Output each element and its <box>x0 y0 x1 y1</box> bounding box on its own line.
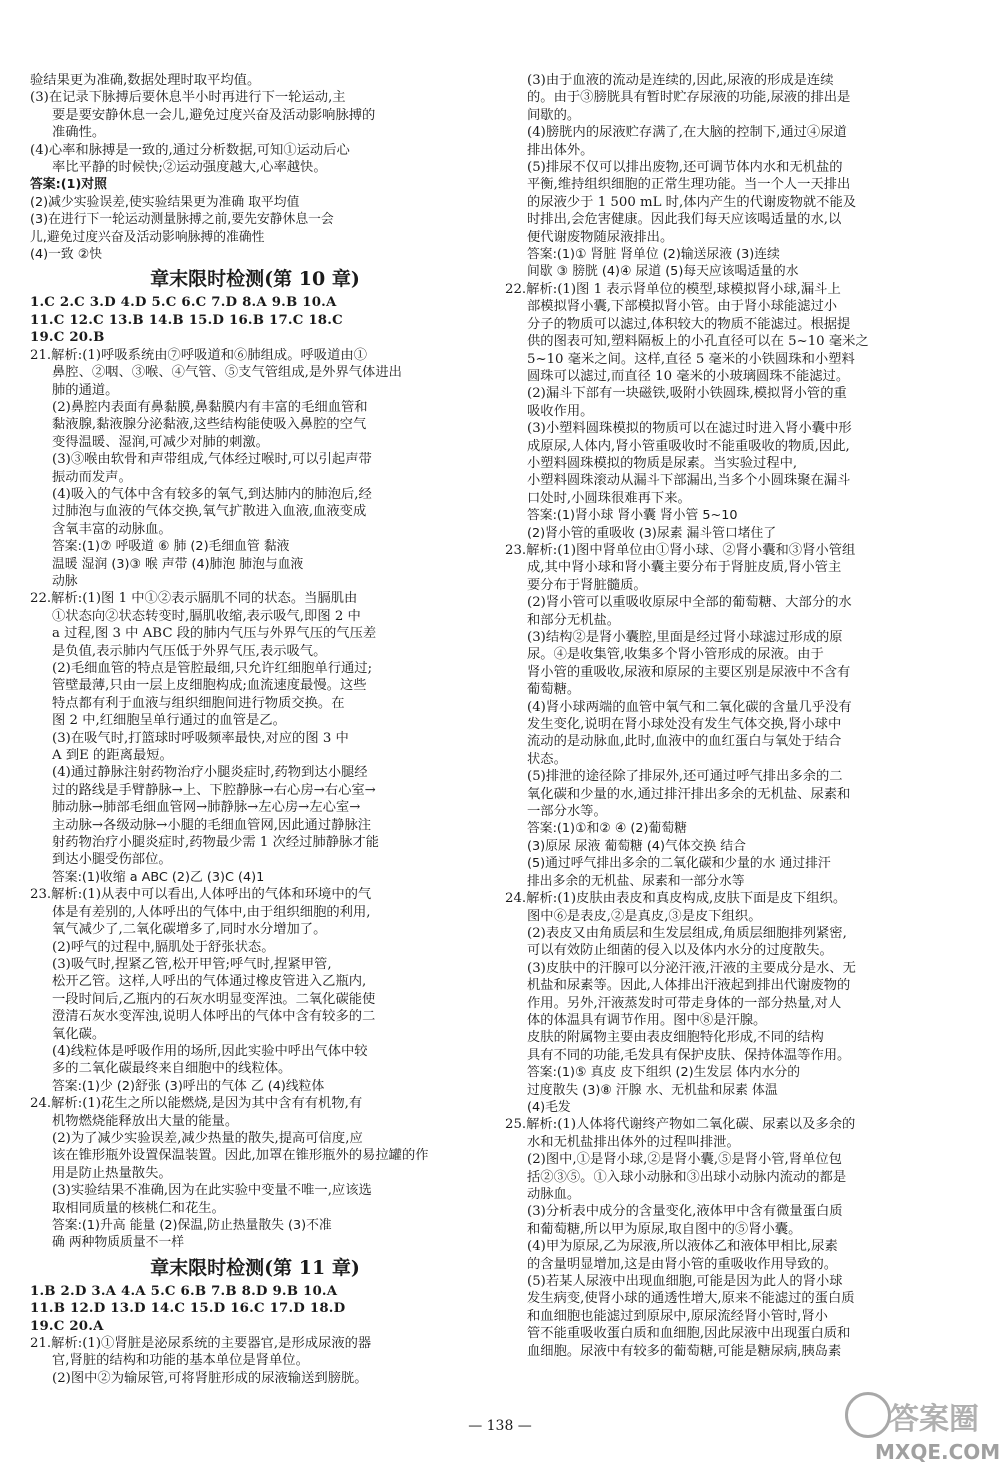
text-line: (4)线粒体是呼吸作用的场所,因此实验中呼出气体中较 <box>52 1043 368 1059</box>
text-line: (3)由于血液的流动是连续的,因此,尿液的形成是连续 <box>527 73 834 88</box>
answer-line: 温暖 湿润 (3)③ 喉 声带 (4)肺泡 肺泡与血液 <box>52 556 304 572</box>
mc-answers: 19.C 20.B <box>30 330 105 346</box>
answer-line: 答案:(1)升高 能量 (2)保温,防止热量散失 (3)不准 <box>52 1218 332 1233</box>
text-line: 一部分水等。 <box>527 804 607 820</box>
text-line: 肺动脉→肺部毛细血管网→肺静脉→左心房→左心室→ <box>52 800 361 816</box>
text-line: 供的图表可知,塑料隔板上的小孔直径可以在 5~10 毫米之 <box>527 334 869 350</box>
text-line: 过肺泡与血液的气体交换,氧气扩散进入血液,血液变成 <box>52 504 367 520</box>
text-line: (3)小塑料圆珠模拟的物质可以在滤过时进入肾小囊中形 <box>527 421 852 437</box>
text-line: 过的路线是手臂静脉→上、下腔静脉→右心房→右心室→ <box>52 782 376 798</box>
text-line: 要分布于肾脏髓质。 <box>527 577 647 593</box>
text-line: 24.解析:(1)皮肤由表皮和真皮构成,皮肤下面是皮下组织。 <box>505 891 847 907</box>
text-line: 到达小腿受伤部位。 <box>52 852 172 868</box>
text-line: 水和无机盐排出体外的过程叫排泄。 <box>527 1134 740 1150</box>
text-line: 间歇的。 <box>527 107 581 123</box>
text-line: 主动脉→各级动脉→小腿的毛细血管网,因此通过静脉注 <box>52 817 372 833</box>
text-line: 24.解析:(1)花生之所以能燃烧,是因为其中含有有机物,有 <box>30 1096 363 1112</box>
answer-line: 答案:(1)⑤ 真皮 皮下组织 (2)生发层 体内水分的 <box>527 1065 801 1081</box>
text-line: 的。由于③膀胱具有暂时贮存尿液的功能,尿液的排出是 <box>527 90 851 106</box>
text-line: 发生病变,使肾小球的通透性增大,原来不能滤过的蛋白质 <box>527 1291 855 1307</box>
text-line: (2)图中,①是肾小球,②是肾小囊,⑤是肾小管,肾单位包 <box>527 1152 842 1168</box>
text-line: 和部分无机盐。 <box>527 612 621 628</box>
text-line: 氧化碳和少量的水,通过排汗排出多余的无机盐、尿素和 <box>527 786 851 802</box>
text-line: (3)吸气时,捏紧乙管,松开甲管;呼气时,捏紧甲管, <box>52 956 332 972</box>
answer-line: 答案:(1)肾小球 肾小囊 肾小管 5~10 <box>527 508 738 524</box>
text-line: 黏液腺,黏液腺分泌黏液,这些结构能使吸入鼻腔的空气 <box>52 417 367 433</box>
mc-answers: 1.B 2.D 3.A 4.A 5.C 6.B 7.B 8.D 9.B 10.A <box>30 1283 338 1299</box>
text-line: (4)甲为原尿,乙为尿液,所以液体乙和液体甲相比,尿素 <box>527 1239 838 1255</box>
answer-line: (3)在进行下一轮运动测量脉搏之前,要先安静休息一会 <box>30 212 334 228</box>
section-heading-ch10: 章末限时检测(第 10 章) <box>150 268 360 291</box>
text-line: 口处时,小圆珠很难再下来。 <box>527 490 691 506</box>
text-line: (3)③喉由软骨和声带组成,气体经过喉时,可以引起声带 <box>52 452 372 468</box>
answer-line: 过度散失 (3)⑧ 汗腺 水、无机盐和尿素 体温 <box>527 1082 778 1098</box>
text-line: 是负值,表示肺内气压低于外界气压,表示吸气。 <box>52 643 327 659</box>
text-line: 时排出,会危害健康。因此我们每天应该喝适量的水,以 <box>527 212 842 228</box>
section-heading-ch11: 章末限时检测(第 11 章) <box>150 1256 360 1279</box>
answer-line: 答案:(1)收缩 a ABC (2)乙 (3)C (4)1 <box>52 869 265 885</box>
text-line: (3)在记录下脉搏后要休息半小时再进行下一轮运动,主 <box>30 90 346 106</box>
answer-line: (2)减少实验误差,使实验结果更为准确 取平均值 <box>30 194 300 210</box>
text-line: 鼻腔、②咽、③喉、④气管、⑤支气管组成,是外界气体进出 <box>52 365 402 381</box>
watermark <box>845 1392 1000 1467</box>
answer-line: 答案:(1)少 (2)舒张 (3)呼出的气体 乙 (4)线粒体 <box>52 1078 325 1094</box>
answer-line: (3)原尿 尿液 葡萄糖 (4)气体交换 结合 <box>527 838 746 854</box>
answer-line: 答案:(1)⑦ 呼吸道 ⑥ 肺 (2)毛细血管 黏液 <box>52 539 290 555</box>
answer-line: 答案:(1)① 肾脏 肾单位 (2)输送尿液 (3)连续 <box>527 247 780 263</box>
text-line: 21.解析:(1)①肾脏是泌尿系统的主要器官,是形成尿液的器 <box>30 1336 372 1352</box>
answer-line: 儿,避免过度兴奋及活动影响脉搏的准确性 <box>30 229 265 245</box>
mc-answers: 11.C 12.C 13.B 14.B 15.D 16.B 17.C 18.C <box>30 312 343 328</box>
text-line: 23.解析:(1)从表中可以看出,人体呼出的气体和环境中的气 <box>30 887 372 903</box>
text-line: 发生变化,说明在肾小球处没有发生气体交换,肾小球中 <box>527 717 842 733</box>
text-line: 振动而发声。 <box>52 469 132 485</box>
text-line: 22.解析:(1)图 1 中①②表示膈肌不同的状态。当膈肌由 <box>30 591 358 607</box>
answer-line: (5)通过呼气排出多余的二氧化碳和少量的水 通过排汗 <box>527 856 831 872</box>
watermark-url: MXQE.COM <box>875 1440 1000 1464</box>
text-line: (4)通过静脉注射药物治疗小腿炎症时,药物到达小腿经 <box>52 765 368 781</box>
text-line: 皮肤的附属物主要由表皮细胞特化形成,不同的结构 <box>527 1030 824 1046</box>
text-line: 体是有差别的,人体呼出的气体中,由于组织细胞的利用, <box>52 904 371 920</box>
text-line: 用是防止热量散失。 <box>52 1165 172 1181</box>
text-line: 准确性。 <box>52 125 106 141</box>
answer-line: 排出多余的无机盐、尿素和一部分水等 <box>527 873 745 889</box>
text-line: 流动的是动脉血,此时,血液中的血红蛋白与氧处于结合 <box>527 734 842 750</box>
text-line: (4)吸入的气体中含有较多的氧气,到达肺内的肺泡后,经 <box>52 486 372 502</box>
text-line: (4)心率和脉搏是一致的,通过分析数据,可知①运动后心 <box>30 142 350 158</box>
answer-line: 答案:(1)①和② ④ (2)葡萄糖 <box>527 821 687 837</box>
text-line: 5~10 毫米之间。这样,直径 5 毫米的小铁圆珠和小塑料 <box>527 351 855 367</box>
text-line: 澄清石灰水变浑浊,说明人体呼出的气体中含有较多的二 <box>52 1009 376 1025</box>
text-line: 取相同质量的核桃仁和花生。 <box>52 1200 225 1216</box>
text-line: a 过程,图 3 中 ABC 段的肺内气压与外界气压的气压差 <box>52 626 377 642</box>
answer-line: (4)一致 ②快 <box>30 247 103 263</box>
text-line: (2)毛细血管的特点是管腔最细,只允许红细胞单行通过; <box>52 661 373 676</box>
right-column <box>505 72 968 1360</box>
watermark-logo-text: 答案圈 <box>889 1402 979 1437</box>
text-line: (2)为了减少实验误差,减少热量的散失,提高可信度,应 <box>52 1130 363 1146</box>
answer-line: (4)毛发 <box>527 1099 571 1115</box>
text-line: (4)肾小球两端的血管中氧气和二氧化碳的含量几乎没有 <box>527 699 852 715</box>
text-line: 一段时间后,乙瓶内的石灰水明显变浑浊。二氧化碳能使 <box>52 991 376 1007</box>
text-line: A 到E 的距离最短。 <box>52 748 173 764</box>
text-line: (3)皮肤中的汗腺可以分泌汗液,汗液的主要成分是水、无 <box>527 960 856 976</box>
text-line: 该在锥形瓶外设置保温装置。因此,加罩在锥形瓶外的易拉罐的作 <box>52 1148 429 1164</box>
text-line: 便代谢废物随尿液排出。 <box>527 229 674 245</box>
text-line: (5)若某人尿液中出现血细胞,可能是因为此人的肾小球 <box>527 1274 843 1290</box>
text-line: (4)膀胱内的尿液贮存满了,在大脑的控制下,通过④尿道 <box>527 125 847 141</box>
text-line: 的含量明显增加,这是由肾小管的重吸收作用导致的。 <box>527 1256 838 1272</box>
text-line: (2)肾小管可以重吸收原尿中全部的葡萄糖、大部分的水 <box>527 595 852 611</box>
answer-line: 确 两种物质质量不一样 <box>52 1235 185 1251</box>
text-line: 验结果更为准确,数据处理时取平均值。 <box>30 73 261 88</box>
text-line: 吸收作用。 <box>527 403 594 419</box>
text-line: 括②③⑤。①入球小动脉和③出球小动脉内流动的都是 <box>527 1169 847 1185</box>
text-line: (2)图中②为输尿管,可将肾脏形成的尿液输送到膀胱。 <box>52 1370 368 1386</box>
text-line: 肺的通道。 <box>52 382 119 398</box>
text-line: 特点都有利于血液与组织细胞间进行物质交换。在 <box>52 695 345 711</box>
text-line: (3)在吸气时,打篮球时呼吸频率最快,对应的图 3 中 <box>52 730 349 746</box>
text-line: 圆珠可以滤过,而直径 10 毫米的小玻璃圆珠不能滤过。 <box>527 368 850 384</box>
text-line: (3)分析表中成分的含量变化,液体甲中含有微量蛋白质 <box>527 1204 843 1220</box>
text-line: 氧气减少了,二氧化碳增多了,同时水分增加了。 <box>52 922 327 938</box>
text-line: 和血细胞也能滤过到原尿中,原尿流经肾小管时,肾小 <box>527 1308 828 1324</box>
text-line: 分子的物质可以滤过,体积较大的物质不能滤过。根据提 <box>527 316 851 332</box>
mc-answers: 19.C 20.A <box>30 1318 104 1334</box>
mc-answers: 1.C 2.C 3.D 4.D 5.C 6.C 7.D 8.A 9.B 10.A <box>30 295 337 311</box>
text-line: ①状态向②状态转变时,膈肌收缩,表示吸气,即图 2 中 <box>52 608 361 624</box>
text-line: (5)排尿不仅可以排出废物,还可调节体内水和无机盐的 <box>527 160 843 176</box>
text-line: 松开乙管。这样,人呼出的气体通过橡皮管进入乙瓶内, <box>52 974 367 990</box>
text-line: (3)结构②是肾小囊腔,里面是经过肾小球滤过形成的原 <box>527 630 843 645</box>
text-line: 射药物治疗小腿炎症时,药物最少需 1 次经过肺静脉才能 <box>52 835 379 851</box>
text-line: 官,肾脏的结构和功能的基本单位是肾单位。 <box>52 1353 309 1369</box>
text-line: 变得温暖、湿润,可减少对肺的刺激。 <box>52 434 269 450</box>
text-line: 排出体外。 <box>527 142 594 158</box>
text-line: 部模拟肾小囊,下部模拟肾小管。由于肾小球能滤过小 <box>527 299 838 315</box>
text-line: 成,其中肾小球和肾小囊主要分布于肾脏皮质,肾小管主 <box>527 560 842 576</box>
text-line: (2)鼻腔内表面有鼻黏膜,鼻黏膜内有丰富的毛细血管和 <box>52 399 368 415</box>
text-line: 25.解析:(1)人体将代谢终产物如二氧化碳、尿素以及多余的 <box>505 1117 856 1133</box>
text-line: (3)实验结果不准确,因为在此实验中变量不唯一,应该选 <box>52 1183 372 1199</box>
text-line: 率比平静的时候快;②运动强度越大,心率越快。 <box>52 160 327 176</box>
text-line: 具有不同的功能,毛发具有保护皮肤、保持体温等作用。 <box>527 1047 851 1063</box>
answer-line: (2)肾小管的重吸收 (3)尿素 漏斗管口堵住了 <box>527 525 777 541</box>
text-line: 多的二氧化碳最终来自细胞中的线粒体。 <box>52 1061 292 1077</box>
text-line: (2)表皮又由角质层和生发层组成,角质层细胞排列紧密, <box>527 925 847 941</box>
text-line: 体的体温具有调节作用。图中⑧是汗腺。 <box>527 1012 767 1028</box>
text-line: 作用。另外,汗液蒸发时可带走身体的一部分热量,对人 <box>527 995 842 1011</box>
text-line: (5)排泄的途径除了排尿外,还可通过呼气排出多余的二 <box>527 769 843 785</box>
text-line: 氧化碳。 <box>52 1026 106 1042</box>
text-line: 图 2 中,红细胞呈单行通过的血管是乙。 <box>52 713 286 729</box>
text-line: 和葡萄糖,所以甲为原尿,取自图中的⑤肾小囊。 <box>527 1221 802 1237</box>
text-line: 的尿液少于 1 500 mL 时,体内产生的代谢废物就不能及 <box>527 194 857 210</box>
left-column <box>30 72 480 1387</box>
text-line: 管不能重吸收蛋白质和血细胞,因此尿液中出现蛋白质和 <box>527 1326 851 1342</box>
text-line: 小塑料圆珠滚动从漏斗下部漏出,当多个小圆珠聚在漏斗 <box>527 473 851 489</box>
watermark-logo-icon <box>845 1392 891 1438</box>
text-line: 管壁最薄,只由一层上皮细胞构成;血流速度最慢。这些 <box>52 678 367 694</box>
text-line: 含氧丰富的动脉血。 <box>52 521 172 537</box>
text-line: (2)呼气的过程中,膈肌处于舒张状态。 <box>52 939 275 955</box>
text-line: 21.解析:(1)呼吸系统由⑦呼吸道和⑥肺组成。呼吸道由① <box>30 347 367 363</box>
text-line: 葡萄糖。 <box>527 682 581 698</box>
text-line: 肾小管的重吸收,尿液和原尿的主要区别是尿液中不含有 <box>527 664 851 680</box>
text-line: 成原尿,人体内,肾小管重吸收时不能重吸收的物质,因此, <box>527 438 850 454</box>
text-line: 要是要安静休息一会儿,避免过度兴奋及活动影响脉搏的 <box>52 107 376 123</box>
text-line: 尿。④是收集管,收集多个肾小管形成的尿液。由于 <box>527 647 824 663</box>
page-number: — 138 — <box>468 1418 532 1434</box>
text-line: 状态。 <box>527 751 567 767</box>
text-line: 平衡,维持组织细胞的正常生理功能。当一个人一天排出 <box>527 177 851 193</box>
answer-line: 动脉 <box>52 573 78 589</box>
text-line: 血细胞。尿液中有较多的葡萄糖,可能是糖尿病,胰岛素 <box>527 1343 842 1359</box>
text-line: 动脉血。 <box>527 1187 581 1202</box>
text-line: 机盐和尿素等。因此,人体排出汗液起到排出代谢废物的 <box>527 978 851 994</box>
text-line: 图中⑥是表皮,②是真皮,③是皮下组织。 <box>527 908 762 924</box>
answer-line: 答案:(1)对照 <box>30 177 107 193</box>
answer-line: 间歇 ③ 膀胱 (4)④ 尿道 (5)每天应该喝适量的水 <box>527 264 799 280</box>
text-line: 机物燃烧能释放出大量的能量。 <box>52 1113 239 1129</box>
text-line: 23.解析:(1)图中肾单位由①肾小球、②肾小囊和③肾小管组 <box>505 542 856 558</box>
mc-answers: 11.B 12.D 13.D 14.C 15.D 16.C 17.D 18.D <box>30 1301 346 1317</box>
text-line: 可以有效防止细菌的侵入以及体内水分的过度散失。 <box>527 943 833 959</box>
text-line: 22.解析:(1)图 1 表示肾单位的模型,球模拟肾小球,漏斗上 <box>505 281 841 297</box>
text-line: (2)漏斗下部有一块磁铁,吸附小铁圆珠,模拟肾小管的重 <box>527 386 847 402</box>
text-line: 小塑料圆珠模拟的物质是尿素。当实验过程中, <box>527 455 798 471</box>
